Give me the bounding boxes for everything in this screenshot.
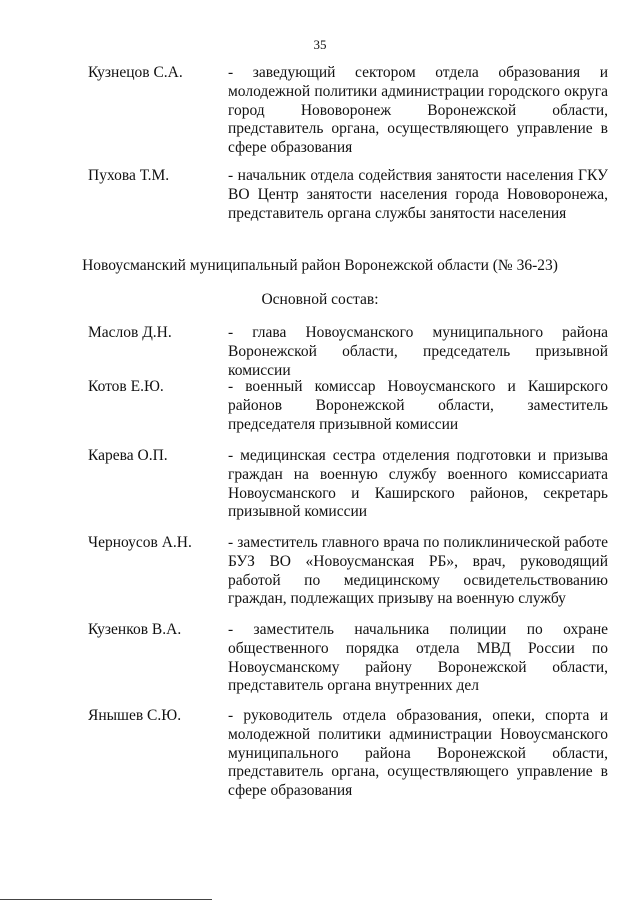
- member-name: Котов Е.Ю.: [88, 378, 164, 395]
- section-title: Новоусманский муниципальный район Воронежской области (№ 36-23): [82, 257, 558, 274]
- member-name: Кузнецов С.А.: [88, 64, 183, 81]
- page-number: 35: [313, 37, 327, 52]
- member-description: - заведующий сектором отдела образования и молодежной политики администрации городского округа город Нововоронеж Воронежской области, представитель органа, осуществляющего управление в сфере образования: [228, 64, 608, 157]
- member-name: Пухова Т.М.: [88, 167, 170, 184]
- member-name: Янышев С.Ю.: [88, 707, 182, 724]
- member-description: - медицинская сестра отделения подготовки и призыва граждан на военную службу военного комиссариата Новоусманского и Каширского районов, секретарь призывной комиссии: [228, 447, 608, 521]
- member-name: Кузенков В.А.: [88, 621, 182, 638]
- member-entry: [88, 534, 608, 609]
- member-entry: [88, 324, 608, 380]
- member-name: Карева О.П.: [88, 447, 168, 464]
- member-entry: [88, 64, 608, 158]
- member-description: - начальник отдела содействия занятости населения ГКУ ВО Центр занятости населения города Нововоронежа, представитель органа службы занятости населения: [228, 167, 608, 222]
- member-entry: [88, 167, 608, 223]
- member-description: - руководитель отдела образования, опеки, спорта и молодежной политики администрации Новоусманского муниципального района Воронежской области, представитель органа, осуществляющего управление в сфере образования: [228, 707, 608, 800]
- member-description: - заместитель главного врача по поликлинической работе БУЗ ВО «Новоусманская РБ», врач, руководящий работой по медицинскому освидетельствованию граждан, подлежащих призыву на военную службу: [228, 534, 608, 608]
- member-entry: [88, 707, 608, 801]
- member-name: Черноусов А.Н.: [88, 534, 192, 551]
- member-description: - глава Новоусманского муниципального района Воронежской области, председатель призывной комиссии: [228, 324, 608, 379]
- member-entry: [88, 447, 608, 522]
- member-description: - военный комиссар Новоусманского и Каширского районов Воронежской области, заместитель председателя призывной комиссии: [228, 378, 608, 433]
- member-description: - заместитель начальника полиции по охране общественного порядка отдела МВД России по Новоусманскому району Воронежской области, представитель органа внутренних дел: [228, 621, 608, 695]
- member-name: Маслов Д.Н.: [88, 324, 172, 341]
- footer-divider: [0, 899, 212, 900]
- member-entry: [88, 621, 608, 696]
- subsection-title: Основной состав:: [261, 291, 379, 308]
- member-entry: [88, 378, 608, 434]
